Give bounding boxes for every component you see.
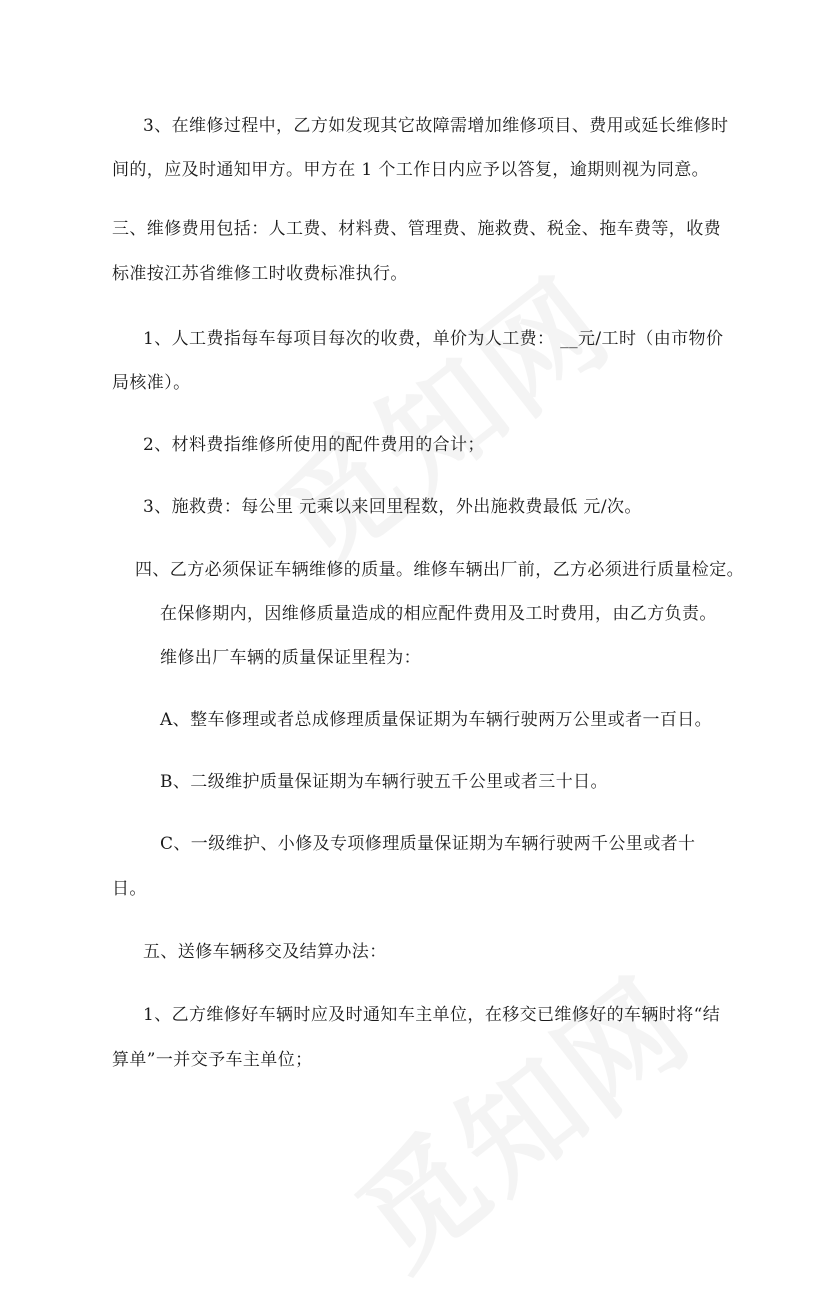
- paragraph-line: 3、在维修过程中，乙方如发现其它故障需增加维修项目、费用或延长维修时: [143, 116, 729, 136]
- list-item-a: A、整车修理或者总成修理质量保证期为车辆行驶两万公里或者一百日。: [160, 710, 713, 730]
- paragraph-line: 间的，应及时通知甲方。甲方在 1 个工作日内应予以答复，逾期则视为同意。: [112, 160, 710, 180]
- section-heading-4: 四、乙方必须保证车辆维修的质量。维修车辆出厂前，乙方必须进行质量检定。: [135, 560, 744, 580]
- list-item-b: B、二级维护质量保证期为车辆行驶五千公里或者三十日。: [160, 772, 608, 792]
- watermark: [317, 932, 721, 1300]
- paragraph-line: 1、人工费指每车每项目每次的收费，单价为人工费： __元/工时（由市物价: [143, 329, 724, 349]
- paragraph-line: 2、材料费指维修所使用的配件费用的合计；: [143, 435, 485, 455]
- section-heading-5: 五、送修车辆移交及结算办法：: [143, 942, 387, 962]
- paragraph-line: 在保修期内，因维修质量造成的相应配件费用及工时费用，由乙方负责。: [160, 604, 717, 624]
- section-heading-3: 三、维修费用包括：人工费、材料费、管理费、施救费、税金、拖车费等，收费: [112, 219, 721, 239]
- paragraph-line: 标准按江苏省维修工时收费标准执行。: [112, 264, 408, 284]
- paragraph-line: 局核准）。: [112, 373, 191, 393]
- paragraph-line: 3、施救费：每公里 元乘以来回里程数，外出施救费最低 元/次。: [143, 497, 642, 517]
- list-item-c: C、一级维护、小修及专项修理质量保证期为车辆行驶两千公里或者十: [160, 834, 696, 854]
- paragraph-line: 算单”一并交予车主单位；: [112, 1050, 313, 1070]
- paragraph-line: 维修出厂车辆的质量保证里程为：: [160, 648, 421, 668]
- paragraph-line: 日。: [112, 879, 147, 899]
- paragraph-line: 1、乙方维修好车辆时应及时通知车主单位，在移交已维修好的车辆时将“结: [143, 1005, 721, 1025]
- watermark: [237, 232, 641, 600]
